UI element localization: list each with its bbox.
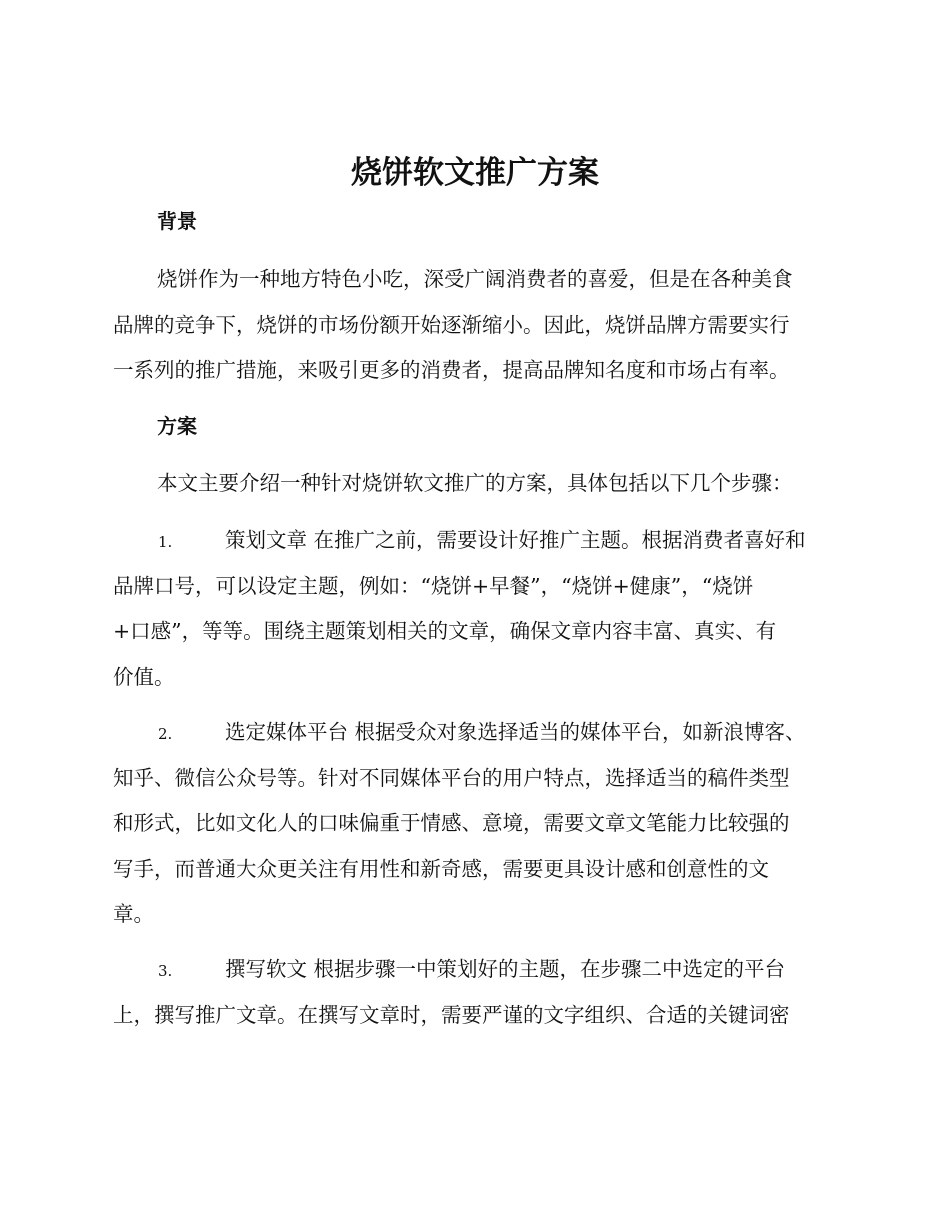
paragraph-line: 品牌口号，可以设定主题，例如：“烧饼+早餐”，“烧饼+健康”，“烧饼 [113,573,754,598]
paragraph-line: 一系列的推广措施，来吸引更多的消费者，提高品牌知名度和市场占有率。 [113,358,790,382]
paragraph-line: 上，撰写推广文章。在撰写文章时，需要严谨的文字组织、合适的关键词密 [113,1002,790,1027]
step-text: 选定媒体平台 根据受众对象选择适当的媒体平台，如新浪博客、 [225,720,806,744]
paragraph-line: +口感”，等等。围绕主题策划相关的文章，确保文章内容丰富、真实、有 [113,619,777,643]
plan-intro-paragraph [113,461,843,507]
section-heading-background: 背景 [157,209,197,233]
document-title: 烧饼软文推广方案 [351,155,599,191]
paragraph-line: 品牌的竞争下，烧饼的市场份额开始逐渐缩小。因此，烧饼品牌方需要实行 [113,312,790,337]
list-number: 2. [158,725,173,743]
section-heading-plan: 方案 [157,414,197,438]
step-3-paragraph [113,947,843,1038]
paragraph-line: 本文主要介绍一种针对烧饼软文推广的方案，具体包括以下几个步骤： [157,471,793,495]
paragraph-line: 和形式，比如文化人的口味偏重于情感、意境，需要文章文笔能力比较强的 [113,811,790,835]
paragraph-line: 章。 [113,902,154,926]
paragraph-line: 烧饼作为一种地方特色小吃，深受广阔消费者的喜爱，但是在各种美食 [157,267,793,291]
list-number: 3. [158,962,173,980]
step-2-paragraph [113,710,843,938]
paragraph-line [113,710,843,756]
background-paragraph [113,257,843,394]
list-number: 1. [158,533,173,551]
step-text: 策划文章 在推广之前，需要设计好推广主题。根据消费者喜好和 [225,528,806,552]
step-text: 撰写软文 根据步骤一中策划好的主题，在步骤二中选定的平台 [225,957,786,981]
paragraph-line [113,518,843,564]
paragraph-line [113,947,843,993]
paragraph-line: 写手，而普通大众更关注有用性和新奇感，需要更具设计感和创意性的文 [113,856,769,881]
step-1-paragraph [113,518,843,700]
paragraph-line: 知乎、微信公众号等。针对不同媒体平台的用户特点，选择适当的稿件类型 [113,765,790,790]
paragraph-line: 价值。 [113,664,175,689]
